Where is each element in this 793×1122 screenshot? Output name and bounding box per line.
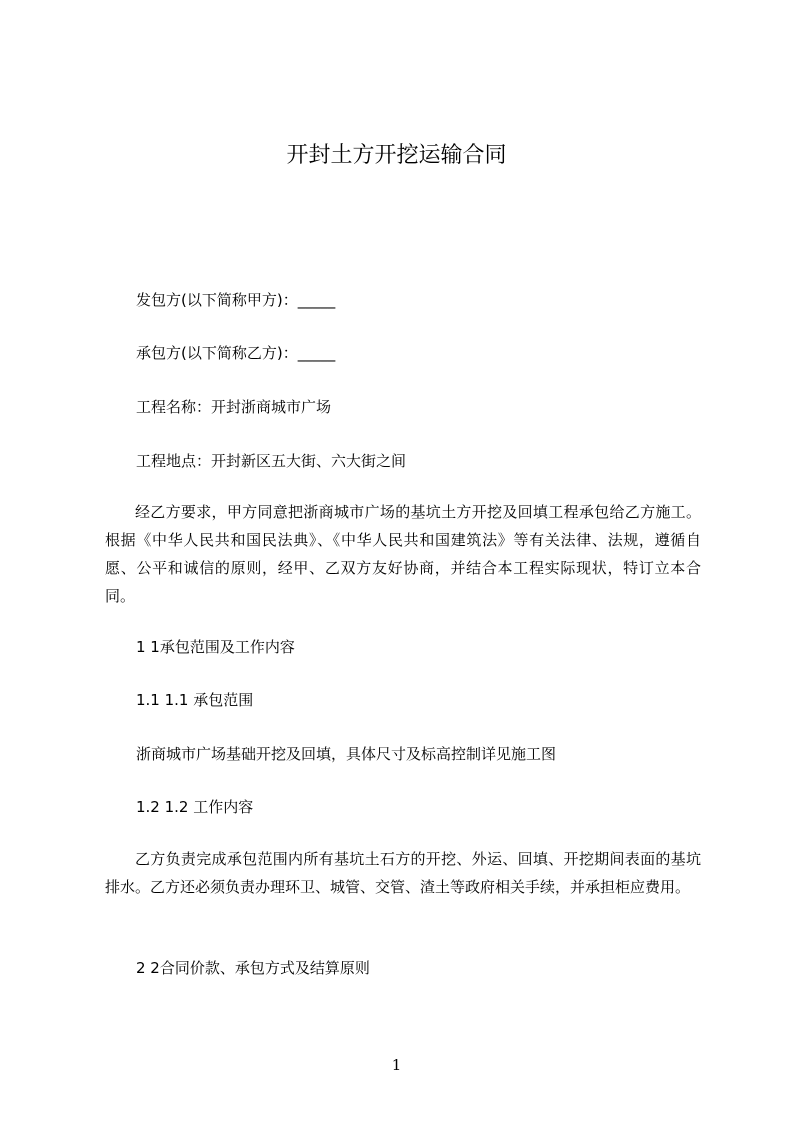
section-2-heading: 2 2合同价款、承包方式及结算原则 (136, 959, 370, 977)
project-name-line: 工程名称：开封浙商城市广场 (136, 398, 332, 416)
party-a-line: 发包方(以下简称甲方)：_____ (136, 291, 336, 309)
section-1-1-text: 浙商城市广场基础开挖及回填，具体尺寸及标高控制详见施工图 (136, 745, 557, 763)
section-1-2-paragraph: 乙方负责完成承包范围内所有基坑土石方的开挖、外运、回填、开挖期间表面的基坑排水。乙方还必须负责办理环卫、城管、交管、渣土等政府相关手续，并承担柜应费用。 (105, 850, 701, 896)
project-location-line: 工程地点：开封新区五大街、六大街之间 (136, 452, 407, 470)
section-1-heading: 1 1承包范围及工作内容 (136, 638, 295, 656)
intro-paragraph: 经乙方要求，甲方同意把浙商城市广场的基坑土方开挖及回填工程承包给乙方施工。根据《中华人民共和国民法典》、《中华人民共和国建筑法》等有关法律、法规，遵循自愿、公平和诚信的原则，经甲、乙双方友好协商，并结合本工程实际现状，特订立本合同。 (105, 503, 701, 605)
section-1-2-heading: 1.2 1.2 工作内容 (136, 798, 254, 816)
section-1-1-heading: 1.1 1.1 承包范围 (136, 691, 254, 709)
document-title: 开封土方开挖运输合同 (286, 143, 507, 168)
party-b-line: 承包方(以下简称乙方)：_____ (136, 344, 336, 362)
page-number: 1 (391, 1056, 402, 1074)
